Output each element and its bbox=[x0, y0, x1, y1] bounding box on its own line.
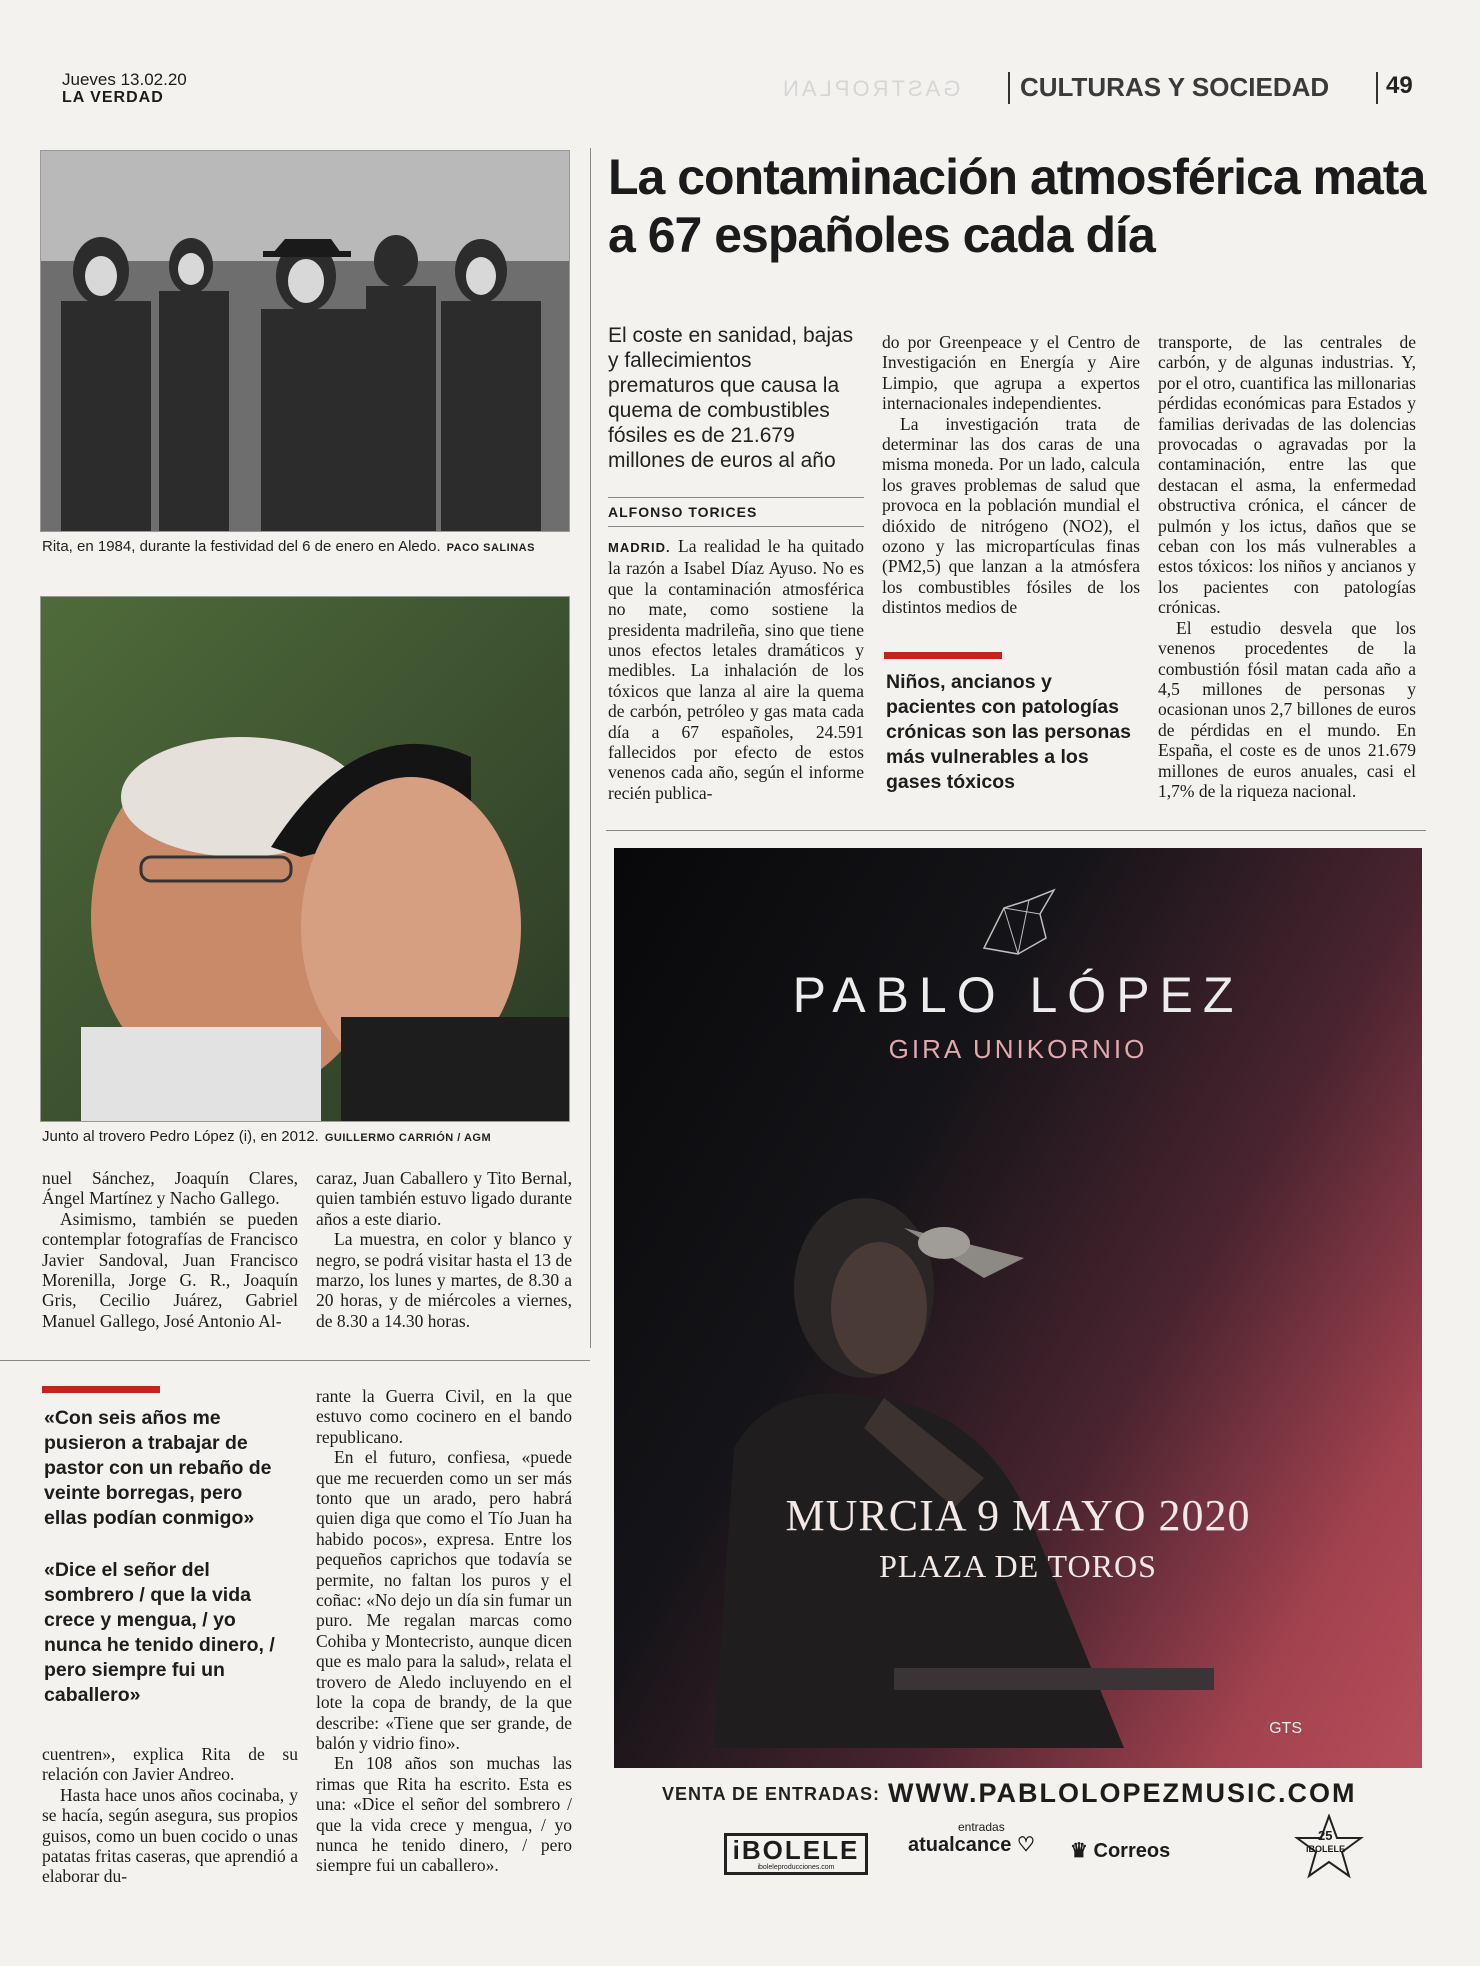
paragraph: do por Greenpeace y el Centro de Investigación en Energía y Aire Limpio, que agrupa a expertos internacionales independientes. bbox=[882, 332, 1140, 414]
story-column bbox=[42, 1168, 298, 1331]
story-column bbox=[316, 1168, 572, 1331]
edition-date: Jueves 13.02.20 bbox=[62, 70, 187, 89]
caption-text: Junto al trovero Pedro López (i), en 2012. bbox=[42, 1128, 319, 1145]
article-column bbox=[882, 332, 1140, 618]
paragraph: transporte, de las centrales de carbón, y de algunas industrias. Y, por el otro, cuantifica las millonarias pérdidas económicas para Estados y familias derivadas de las dolencias provocadas o agravadas por la contaminación, entre las que destacan el asma, la enfermedad obstructiva crónica, el cáncer de pulmón y los ictus, daños que se ceban con los más vulnerables a estos tóxicos: los niños y ancianos y los pacientes con patologías crónicas. bbox=[1158, 332, 1416, 618]
pull-quote: Niños, ancianos y pacientes con patologías crónicas son las personas más vulnerables a los gases tóxicos bbox=[886, 671, 1131, 793]
atualcance-logo-text: atualcance bbox=[908, 1834, 1012, 1856]
anniversary-number: 25 bbox=[1318, 1828, 1333, 1843]
bleed-through-text: GASTROPLAN bbox=[780, 76, 961, 101]
article-byline: ALFONSO TORICES bbox=[608, 504, 758, 520]
article-subhead: El coste en sanidad, bajas y fallecimientos prematuros que causa la quema de combustibles fósiles es de 21.679 millones de euros al año bbox=[608, 324, 854, 472]
tour-name: GIRA UNIKORNIO bbox=[888, 1034, 1148, 1064]
anniversary-logo bbox=[1294, 1814, 1364, 1885]
atualcance-logo-small: entradas bbox=[958, 1820, 1005, 1834]
story-column bbox=[42, 1744, 298, 1887]
story-column bbox=[316, 1386, 572, 1876]
quote-accent-bar bbox=[42, 1386, 160, 1393]
portrait-photo-illustration bbox=[41, 597, 569, 1121]
concert-advertisement bbox=[614, 848, 1422, 1768]
header-divider bbox=[1376, 72, 1378, 104]
paragraph bbox=[608, 536, 864, 803]
crown-icon: ♛ bbox=[1070, 1840, 1088, 1862]
photo-trovero-2012 bbox=[40, 596, 570, 1122]
correos-logo-text: Correos bbox=[1093, 1840, 1171, 1862]
correos-logo bbox=[1070, 1838, 1170, 1863]
paragraph: La muestra, en color y blanco y negro, se podrá visitar hasta el 13 de marzo, los lunes y martes, de 8.30 a 20 horas, y de miércoles a viernes, de 8.30 a 14.30 horas. bbox=[316, 1229, 572, 1331]
article-bottom-rule bbox=[606, 830, 1426, 831]
paragraph: La investigación trata de determinar las dos caras de una misma moneda. Por un lado, calcula los graves problemas de salud que provoca en la población mundial el dióxido de nitrógeno (NO2), el ozono y las micropartículas finas (PM2,5) que lanzan a la atmósfera los combustibles fósiles de los distintos medios de bbox=[882, 413, 1140, 618]
crowd-photo-illustration bbox=[41, 151, 569, 531]
heart-icon: ♡ bbox=[1016, 1834, 1035, 1856]
paragraph-text: La realidad le ha quitado la razón a Isabel Díaz Ayuso. No es que la contaminación atmosférica no mate, como sostiene la presidenta madrileña, sino que tiene unos efectos letales dramáticos y medibles. La inhalación de los tóxicos que lanza al aire la quema de carbón, petróleo y gas mata cada día a 67 españoles, 24.591 fallecidos por efecto de estos venenos cada año, según el informe recién publica- bbox=[608, 536, 864, 803]
artist-name: PABLO LÓPEZ bbox=[792, 967, 1244, 1023]
tickets-url-link[interactable]: WWW.PABLOLOPEZMUSIC.COM bbox=[888, 1778, 1357, 1808]
article-headline: La contaminación atmosférica mata a 67 españoles cada día bbox=[608, 149, 1426, 263]
promoter-logo: GTS bbox=[1269, 1720, 1302, 1737]
tickets-label: VENTA DE ENTRADAS: bbox=[662, 1784, 881, 1804]
unicorn-logo-icon bbox=[974, 888, 1062, 958]
anniversary-text: iBOLELE bbox=[1306, 1844, 1346, 1854]
pull-quote: «Con seis años me pusieron a trabajar de pastor con un rebaño de veinte borregas, pero ellas podían conmigo» bbox=[44, 1407, 272, 1529]
article-column bbox=[608, 536, 864, 803]
photo-festival-1984 bbox=[40, 150, 570, 532]
pianist-silhouette bbox=[654, 1148, 1214, 1748]
header-divider bbox=[1008, 72, 1010, 104]
paragraph: caraz, Juan Caballero y Tito Bernal, quien también estuvo ligado durante años a este diario. bbox=[316, 1168, 572, 1229]
paragraph: Hasta hace unos años cocinaba, y se hacía, según asegura, sus propios guisos, como un buen cocido o unas patatas fritas caseras, que aprendió a elaborar du- bbox=[42, 1784, 298, 1887]
concert-venue: PLAZA DE TOROS bbox=[879, 1548, 1157, 1584]
caption-text: Rita, en 1984, durante la festividad del 6 de enero en Aledo. bbox=[42, 538, 441, 555]
concert-date: MURCIA 9 MAYO 2020 bbox=[785, 1491, 1251, 1540]
bolele-logo bbox=[724, 1833, 868, 1875]
photo-caption bbox=[42, 1128, 572, 1147]
atualcance-logo bbox=[908, 1820, 1035, 1857]
paragraph: Asimismo, también se pueden contemplar fotografías de Francisco Javier Sandoval, Juan Francisco Morenilla, Jorge G. R., Joaquín Gris, Cecilio Juárez, Gabriel Manuel Gallego, José Antonio Al- bbox=[42, 1208, 298, 1331]
dateline: MADRID. bbox=[608, 540, 671, 555]
page-number: 49 bbox=[1386, 72, 1413, 99]
quote-accent-bar bbox=[884, 652, 1002, 659]
article-column bbox=[1158, 332, 1416, 801]
paragraph: cuentren», explica Rita de su relación con Javier Andreo. bbox=[42, 1744, 298, 1785]
photo-credit: PACO SALINAS bbox=[446, 542, 535, 554]
pull-quote: «Dice el señor del sombrero / que la vida crece y mengua, / yo nunca he tenido dinero, / pero siempre fui un caballero» bbox=[44, 1559, 275, 1706]
paragraph: rante la Guerra Civil, en la que estuvo como cocinero en el bando republicano. bbox=[316, 1386, 572, 1447]
paragraph: nuel Sánchez, Joaquín Clares, Ángel Martínez y Nacho Gallego. bbox=[42, 1168, 298, 1209]
section-title: CULTURAS Y SOCIEDAD bbox=[1020, 72, 1330, 102]
bolele-logo-text: iBOLELE bbox=[732, 1835, 860, 1865]
section-divider bbox=[0, 1360, 590, 1361]
photo-caption bbox=[42, 538, 572, 557]
bolele-logo-url: iboleleproducciones.com bbox=[757, 1864, 835, 1871]
photo-credit: GUILLERMO CARRIÓN / AGM bbox=[324, 1132, 492, 1144]
column-divider bbox=[590, 148, 591, 1348]
paragraph: En 108 años son muchas las rimas que Rita ha escrito. Esta es una: «Dice el señor del sombrero / que la vida crece y mengua, / yo nunca he tenido dinero, / pero siempre fui un caballero». bbox=[316, 1753, 572, 1876]
paragraph: El estudio desvela que los venenos procedentes de la combustión fósil matan cada año a 4,5 millones de personas y ocasionan unos 2,7 billones de euros de pérdidas en el mundo. En España, el coste es de unos 21.679 millones de euros anuales, casi el 1,7% de la riqueza nacional. bbox=[1158, 617, 1416, 801]
byline-rule bbox=[608, 497, 864, 498]
byline-rule bbox=[608, 526, 864, 527]
publication-name: LA VERDAD bbox=[62, 89, 164, 106]
paragraph: En el futuro, confiesa, «puede que me recuerden como un ser más tonto que un arado, pero habrá quien diga que como el Tío Juan ha habido pocos», expresa. Entre los pequeños caprichos que todavía se permite, no faltan los puros y el coñac: «No dejo un día sin fumar un puro. Me regalan marcas como Cohiba y Montecristo, aunque dicen que es malo para la salud», relata el trovero de Aledo incluyendo en el lote la copa de brandy, de la que describe: «Tiene que ser grande, de balón y vidrio fino». bbox=[316, 1447, 572, 1753]
